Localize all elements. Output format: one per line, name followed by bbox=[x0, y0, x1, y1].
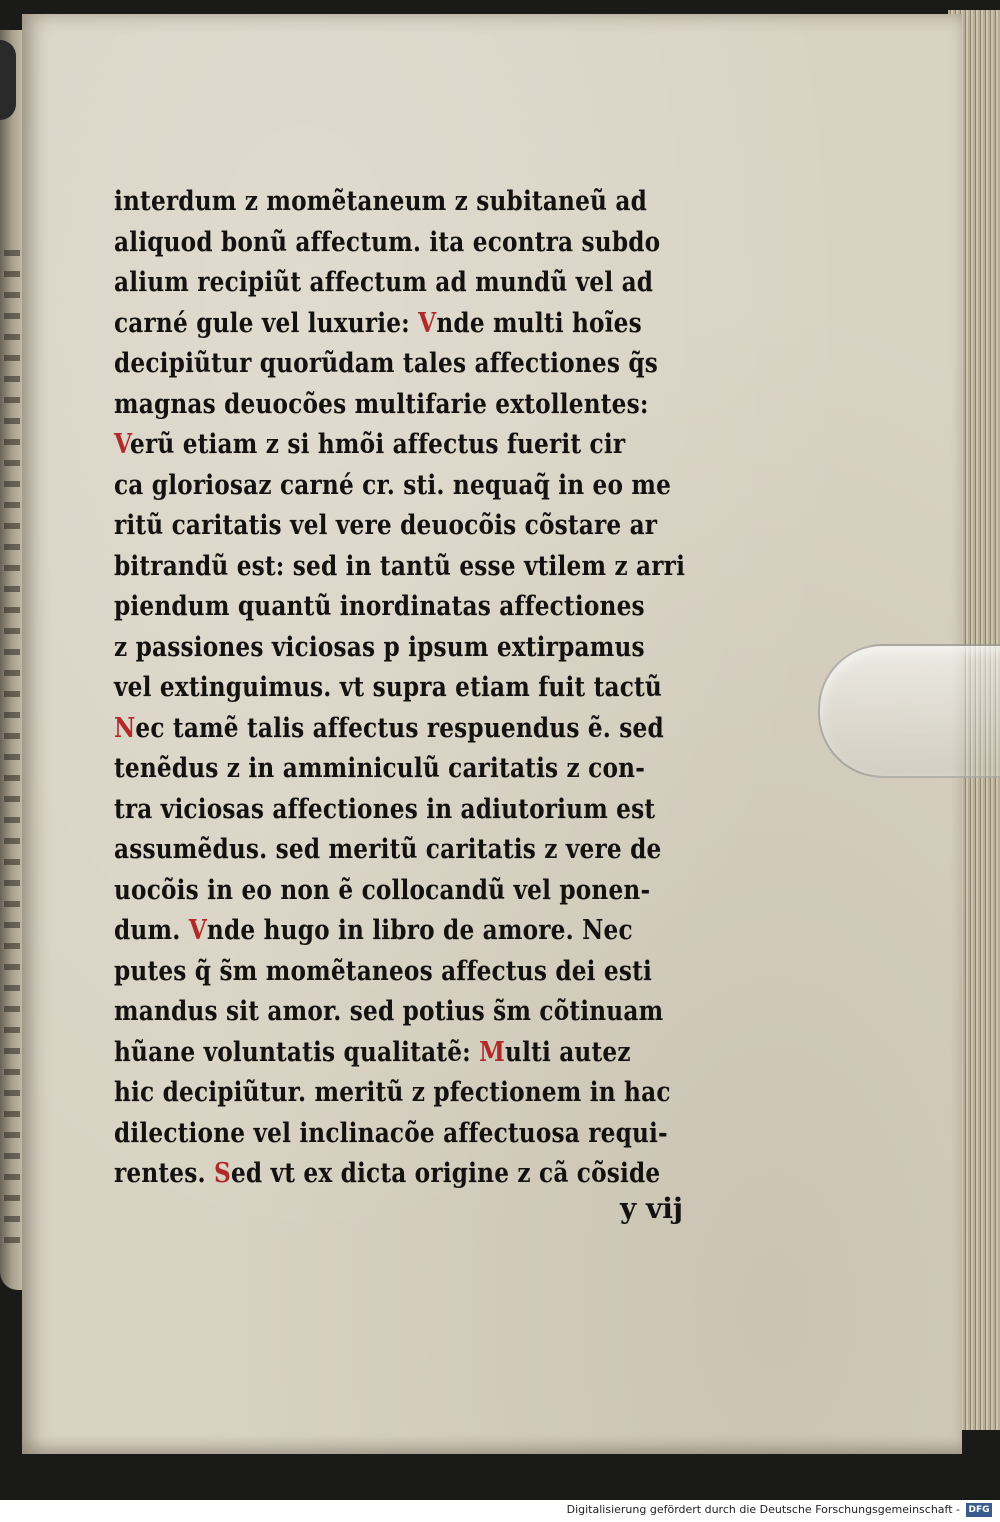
text-line bbox=[114, 952, 682, 993]
text-block bbox=[114, 182, 774, 1195]
text-line bbox=[114, 547, 686, 588]
rubricated-initial: N bbox=[114, 712, 136, 744]
line-text: uocõis in eo non ẽ collocandũ vel ponen- bbox=[114, 874, 651, 906]
line-text: piendum quantũ inordinatas affectiones bbox=[114, 591, 645, 622]
line-text-lead: carné gule vel luxurie: bbox=[114, 307, 419, 339]
rubricated-initial: M bbox=[479, 1036, 506, 1068]
text-line bbox=[114, 790, 682, 831]
line-text: mandus sit amor. sed potius s̃m cõtinuam bbox=[114, 996, 664, 1027]
text-line bbox=[114, 992, 682, 1033]
line-text: bitrandũ est: sed in tantũ esse vtilem z arri bbox=[114, 550, 686, 582]
text-line bbox=[114, 1033, 682, 1074]
text-line bbox=[114, 263, 682, 304]
line-text: interdum z momẽtaneum z subitaneũ ad bbox=[114, 186, 647, 217]
text-line bbox=[114, 709, 682, 750]
facing-page-edge bbox=[0, 30, 24, 1290]
rubricated-initial: V bbox=[418, 307, 437, 339]
line-text: ec tamẽ talis affectus respuendus ẽ. sed bbox=[135, 712, 664, 744]
text-line bbox=[114, 466, 682, 507]
text-line bbox=[114, 668, 682, 709]
line-text: vel extinguimus. vt supra etiam fuit tactũ bbox=[114, 672, 662, 703]
text-line bbox=[114, 749, 682, 790]
line-text: alium recipiũt affectum ad mundũ vel ad bbox=[114, 267, 654, 298]
footer-credit: Digitalisierung gefördert durch die Deutsche Forschungsgemeinschaft - bbox=[566, 1503, 960, 1516]
book-clamp-left bbox=[0, 40, 16, 120]
text-line bbox=[114, 344, 682, 385]
line-text: erũ etiam z si hmõi affectus fuerit cir bbox=[130, 429, 626, 460]
line-text: magnas deuocões multifarie extollentes: bbox=[114, 388, 649, 420]
line-text: putes q̃ s̃m momẽtaneos affectus dei esti bbox=[114, 955, 653, 987]
text-line bbox=[114, 385, 682, 426]
text-line bbox=[114, 506, 682, 547]
line-text: tra viciosas affectiones in adiutorium est bbox=[114, 793, 656, 825]
line-text-lead: dum. bbox=[114, 915, 189, 946]
text-line bbox=[114, 182, 682, 223]
rubricated-initial: V bbox=[188, 915, 207, 946]
signature-mark: y vij bbox=[620, 1192, 684, 1225]
text-line bbox=[114, 830, 682, 871]
text-line bbox=[114, 1154, 682, 1195]
line-text: hic decipiũtur. meritũ z pfectionem in hac bbox=[114, 1077, 671, 1108]
text-line bbox=[114, 587, 682, 628]
line-text: aliquod bonũ affectum. ita econtra subdo bbox=[114, 226, 661, 258]
text-line bbox=[114, 304, 682, 345]
text-line bbox=[114, 1073, 682, 1114]
text-line bbox=[114, 223, 682, 264]
line-text: z passiones viciosas p ipsum extirpamus bbox=[114, 631, 645, 663]
book-clamp-right bbox=[818, 644, 1000, 778]
line-text-lead: rentes. bbox=[114, 1158, 215, 1189]
line-text: assumẽdus. sed meritũ caritatis z vere de bbox=[114, 834, 662, 865]
line-text: nde hugo in libro de amore. Nec bbox=[206, 915, 633, 946]
text-line bbox=[114, 1114, 682, 1155]
line-text: ritũ caritatis vel vere deuocõis cõstare ar bbox=[114, 510, 658, 541]
text-line bbox=[114, 425, 682, 466]
text-line bbox=[114, 871, 682, 912]
line-text: decipiũtur quorũdam tales affectiones q̃s bbox=[114, 348, 658, 379]
line-text: ed vt ex dicta origine z cã cõside bbox=[230, 1158, 661, 1189]
line-text: tenẽdus z in amminiculũ caritatis z con- bbox=[114, 753, 646, 784]
rubricated-initial: S bbox=[214, 1158, 231, 1189]
line-text-lead: hũane voluntatis qualitatẽ: bbox=[114, 1036, 480, 1068]
line-text: dilectione vel inclinacõe affectuosa requi- bbox=[114, 1117, 668, 1149]
facing-page-text-fragment bbox=[4, 250, 20, 1250]
dfg-logo: DFG bbox=[966, 1503, 992, 1517]
line-text: ca gloriosaz carné cr. sti. nequaq̃ in eo me bbox=[114, 469, 672, 501]
footer-bar bbox=[0, 1500, 1000, 1522]
text-line bbox=[114, 628, 682, 669]
text-line bbox=[114, 911, 682, 952]
rubricated-initial: V bbox=[114, 429, 131, 460]
line-text: ulti autez bbox=[505, 1036, 631, 1068]
line-text: nde multi hoĩes bbox=[436, 307, 642, 339]
